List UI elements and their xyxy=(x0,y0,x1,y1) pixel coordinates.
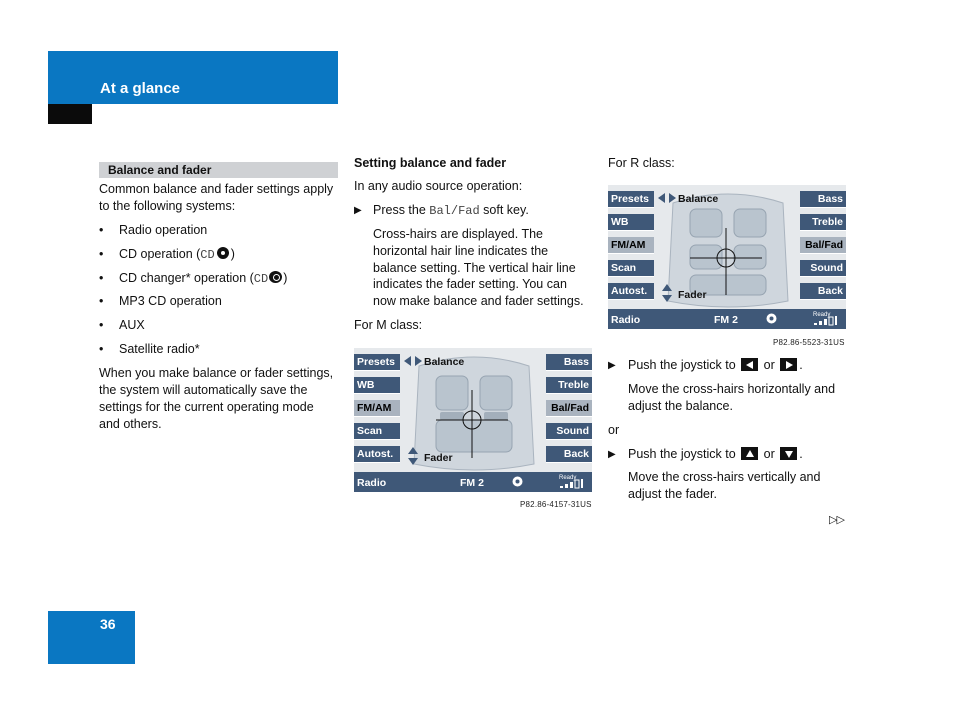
move-vertical-line-2: adjust the fader. xyxy=(628,487,717,501)
step-arrow-icon: ▶ xyxy=(354,205,362,216)
balance-label: Balance xyxy=(678,193,719,205)
para-line-2: horizontal hair line indicates the xyxy=(373,244,549,258)
para-line-4: indicates the fader setting. You can xyxy=(373,277,567,291)
softkey-autost[interactable]: Autost. xyxy=(608,283,654,300)
softkey-presets[interactable]: Presets xyxy=(354,354,400,371)
fader-label: Fader xyxy=(678,289,707,301)
down-arrow-key-icon xyxy=(780,447,797,460)
m-class-label: For M class: xyxy=(354,318,423,332)
gear-icon xyxy=(512,476,523,487)
softkey-treble[interactable]: Treble xyxy=(546,377,592,394)
m-class-display xyxy=(354,348,592,492)
para-line-5: now make balance and fader settings. xyxy=(373,294,584,308)
section-title: Balance and fader xyxy=(108,163,212,177)
softkey-wb[interactable]: WB xyxy=(354,377,400,394)
r-class-display xyxy=(608,185,846,329)
header-band xyxy=(48,51,338,104)
press-softkey-step: Press the Bal/Fad soft key. xyxy=(373,203,529,218)
list-item: • xyxy=(99,342,104,356)
softkey-fm-am[interactable]: FM/AM xyxy=(608,237,654,254)
softkey-back[interactable]: Back xyxy=(800,283,846,300)
status-source: Radio xyxy=(357,477,387,489)
page-number: 36 xyxy=(100,616,116,632)
softkey-bass[interactable]: Bass xyxy=(800,191,846,208)
left-arrow-key-icon xyxy=(741,358,758,371)
page-number-box xyxy=(48,611,135,664)
r-class-label: For R class: xyxy=(608,156,675,170)
softkey-fm-am[interactable]: FM/AM xyxy=(354,400,400,417)
bal-fad-key: Bal/Fad xyxy=(429,204,480,218)
list-item: • xyxy=(99,318,104,332)
cd-icon xyxy=(217,247,229,259)
cd-key: CD xyxy=(200,248,215,262)
list-item-mp3: MP3 CD operation xyxy=(119,294,222,308)
cd-changer-icon xyxy=(269,271,282,283)
list-item-aux: AUX xyxy=(119,318,145,332)
push-left-right-step: Push the joystick to or . xyxy=(628,358,803,372)
intro-line-1: Common balance and fader settings apply xyxy=(99,182,334,196)
status-ready: Ready xyxy=(559,475,577,481)
softkey-bal-fad[interactable]: Bal/Fad xyxy=(800,237,846,254)
softkey-presets[interactable]: Presets xyxy=(608,191,654,208)
fader-label: Fader xyxy=(424,452,453,464)
subheading: Setting balance and fader xyxy=(354,156,507,170)
softkey-treble[interactable]: Treble xyxy=(800,214,846,231)
move-horizontal-line-2: adjust the balance. xyxy=(628,399,733,413)
right-arrow-key-icon xyxy=(780,358,797,371)
push-up-down-step: Push the joystick to or . xyxy=(628,447,803,461)
up-down-arrows-icon xyxy=(408,447,418,465)
status-bar xyxy=(608,309,846,329)
softkey-bal-fad[interactable]: Bal/Fad xyxy=(546,400,592,417)
or-text: or xyxy=(608,423,620,437)
list-item: • xyxy=(99,271,104,285)
left-right-arrows-icon xyxy=(658,193,676,203)
section-title-bar xyxy=(99,162,338,178)
list-item-cd: CD operation (CD ) xyxy=(119,247,235,262)
outro-line-3: settings for the current operating mode xyxy=(99,400,314,414)
softkey-sound[interactable]: Sound xyxy=(800,260,846,277)
softkey-sound[interactable]: Sound xyxy=(546,423,592,440)
status-source: Radio xyxy=(611,314,641,326)
figure-caption-r: P82.86-5523-31US xyxy=(773,338,845,347)
signal-strength-icon xyxy=(814,316,842,326)
list-item-satellite: Satellite radio* xyxy=(119,342,200,356)
header-tab-marker xyxy=(48,104,92,124)
left-right-arrows-icon xyxy=(404,356,422,366)
para-line-3: balance setting. The vertical hair line xyxy=(373,261,576,275)
status-band: FM 2 xyxy=(714,314,738,326)
intro-line-2: to the following systems: xyxy=(99,199,236,213)
outro-line-2: the system will automatically save the xyxy=(99,383,308,397)
signal-strength-icon xyxy=(560,479,588,489)
audio-source-line: In any audio source operation: xyxy=(354,179,523,193)
softkey-bass[interactable]: Bass xyxy=(546,354,592,371)
up-down-arrows-icon xyxy=(662,284,672,302)
page-section-title: At a glance xyxy=(100,80,181,97)
softkey-wb[interactable]: WB xyxy=(608,214,654,231)
up-arrow-key-icon xyxy=(741,447,758,460)
softkey-autost[interactable]: Autost. xyxy=(354,446,400,463)
step-arrow-icon: ▶ xyxy=(608,360,616,371)
list-item-radio: Radio operation xyxy=(119,223,208,237)
softkey-back[interactable]: Back xyxy=(546,446,592,463)
status-bar xyxy=(354,472,592,492)
list-item: • xyxy=(99,294,104,308)
outro-line-4: and others. xyxy=(99,417,162,431)
para-line-1: Cross-hairs are displayed. The xyxy=(373,227,543,241)
list-item: • xyxy=(99,247,104,261)
gear-icon xyxy=(766,313,777,324)
step-arrow-icon: ▶ xyxy=(608,449,616,460)
status-band: FM 2 xyxy=(460,477,484,489)
softkey-scan[interactable]: Scan xyxy=(608,260,654,277)
outro-line-1: When you make balance or fader settings, xyxy=(99,366,334,380)
softkey-scan[interactable]: Scan xyxy=(354,423,400,440)
move-vertical-line-1: Move the cross-hairs vertically and xyxy=(628,470,821,484)
move-horizontal-line-1: Move the cross-hairs horizontally and xyxy=(628,382,836,396)
balance-label: Balance xyxy=(424,356,465,368)
continue-icon: ▷▷ xyxy=(829,514,844,526)
cd-changer-key: CD xyxy=(253,272,269,286)
status-ready: Ready xyxy=(813,312,831,318)
list-item-cd-changer: CD changer* operation (CD ) xyxy=(119,271,288,286)
list-item: • xyxy=(99,223,104,237)
figure-caption-m: P82.86-4157-31US xyxy=(520,500,592,509)
